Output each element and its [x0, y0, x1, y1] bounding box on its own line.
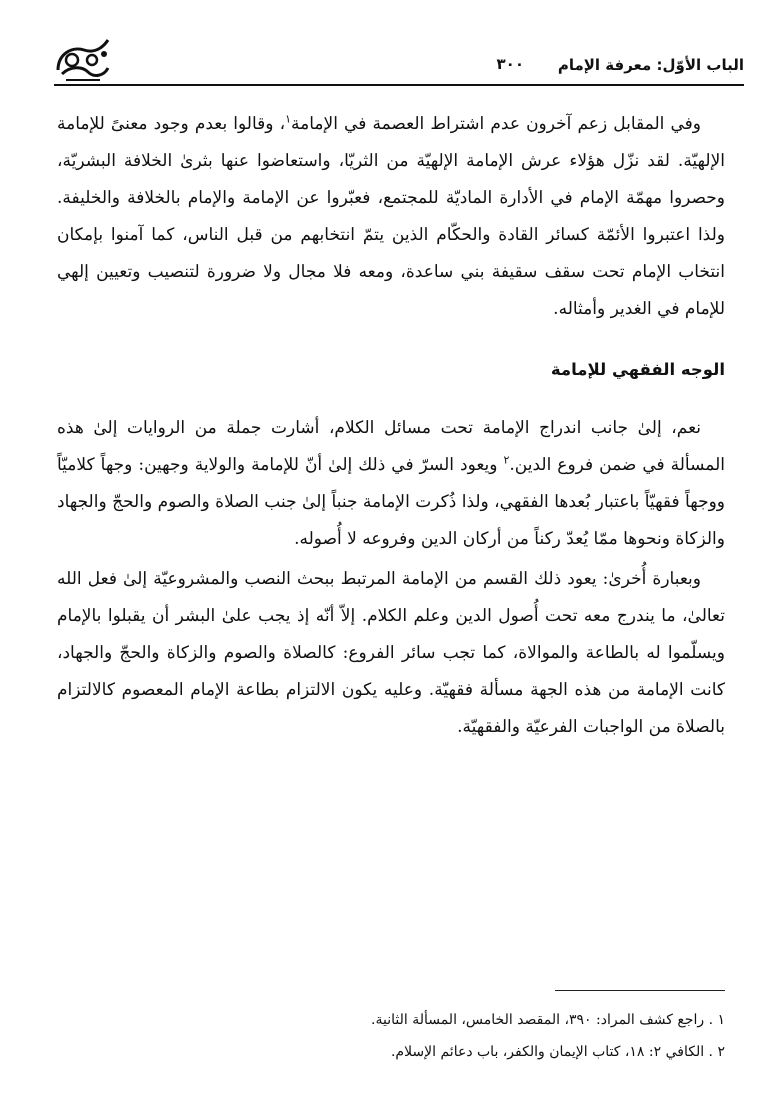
ornament-icon	[54, 36, 112, 82]
section-heading: الوجه الفقهي للإمامة	[550, 360, 725, 379]
page-number: ۳۰۰	[496, 55, 524, 73]
footnote-rule	[555, 990, 725, 991]
main-text	[57, 106, 725, 746]
paragraph	[57, 410, 725, 558]
running-header	[54, 30, 744, 86]
paragraph-text: نعم، إلىٰ جانب اندراج الإمامة تحت مسائل الكلام، أشارت جملة من الروايات إلىٰ هذه المسألة في ضمن فروع الدين.	[57, 418, 725, 475]
header-rule	[54, 84, 744, 86]
footnote-ref: ١	[285, 112, 292, 126]
footnote-ref: ٢	[503, 453, 510, 467]
paragraph: وبعبارة أُخرىٰ: يعود ذلك القسم من الإمامة المرتبط ببحث النصب والمشروعيّة إلىٰ فعل الله تعالىٰ، ما يندرج معه تحت أُصول الدين وعلم الكلام. إلاّ أنّه إذ يجب علىٰ البشر أن يقبلوا بالإمام ويسلّموا له بالطاعة والموالاة، كما تجب سائر الفروع: كالصلاة والصوم والزكاة والحجّ والجهاد، كانت الإمامة من هذه الجهة مسألة فقهيّة. وعليه يكون الالتزام بطاعة الإمام المعصوم كالالتزام بالصلاة من الواجبات الفرعيّة والفقهيّة.	[57, 569, 725, 737]
footnote: ١ . راجع كشف المراد: ٣٩٠، المقصد الخامس، المسألة الثانية.	[371, 1012, 725, 1028]
paragraph-text: ، وقالوا بعدم وجود معنىً للإمامة الإلهيّة. لقد نزّل هؤلاء عرش الإمامة الإلهيّة من الثريّا، واستعاضوا عنها بثرىٰ الخلافة البشريّة، وحصروا مهمّة الإمام في الأدارة الماديّة للمجتمع، فعبّروا عن الإمامة والإمام بالخلافة والخليفة. ولذا اعتبروا الأئمّة كسائر القادة والحكّام الذين يتمّ انتخابهم من قبل الناس، كما آمنوا بإمكان انتخاب الإمام تحت سقف سقيفة بني ساعدة، ومعه فلا مجال ولا ضرورة لتنصيب وتعيين إلهي للإمام في الغدير وأمثاله.	[57, 114, 725, 319]
paragraph	[57, 106, 725, 328]
paragraph-text: وفي المقابل زعم آخرون عدم اشتراط العصمة في الإمامة	[291, 114, 701, 134]
footnote: ٢ . الكافي ٢: ١٨، كتاب الإيمان والكفر، باب دعائم الإسلام.	[390, 1044, 725, 1060]
chapter-title: الباب الأوّل: معرفة الإمام	[557, 56, 744, 74]
footnotes	[57, 1004, 725, 1068]
paragraph-text: ويعود السرّ في ذلك إلىٰ أنّ للإمامة والولاية وجهين: وجهاً كلاميّاً ووجهاً فقهيّاً باعتبار بُعدها الفقهي، ولذا ذُكرت الإمامة جنباً إلىٰ جنب الصلاة والصوم والحجّ والجهاد والزكاة ونحوها ممّا يُعدّ ركناً من أركان الدين وفروعه لا أُصوله.	[57, 455, 725, 549]
